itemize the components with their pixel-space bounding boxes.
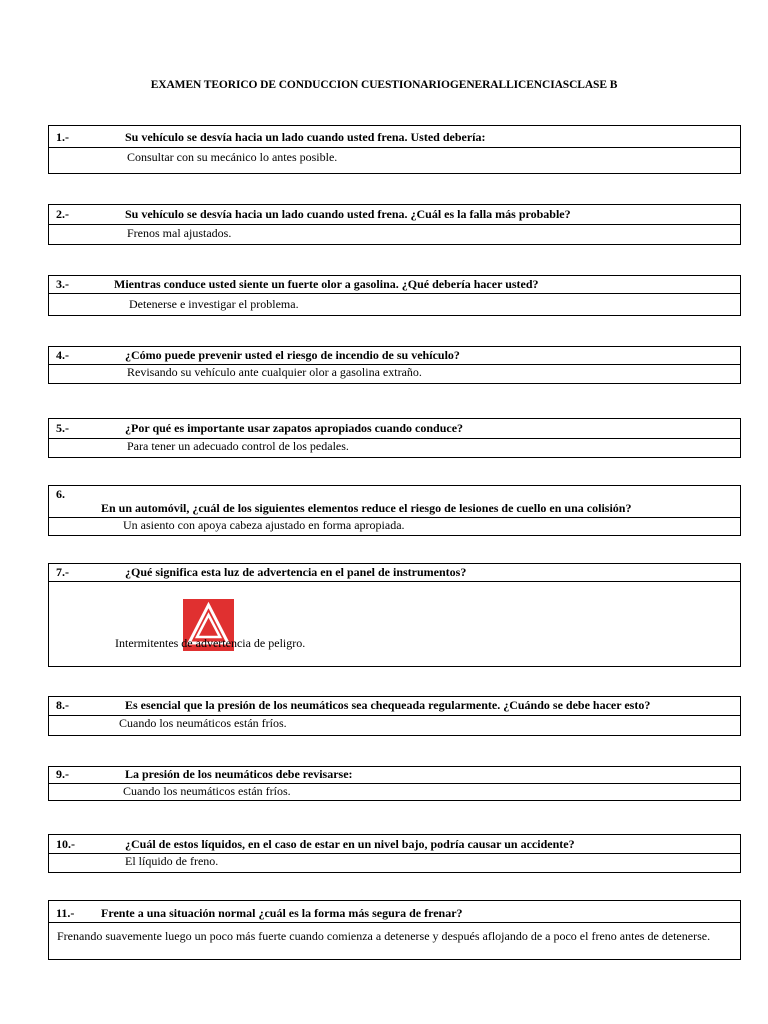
answer-row (49, 854, 740, 868)
answer-row (49, 365, 740, 379)
answer-text: Cuando los neumáticos están fríos. (119, 716, 287, 730)
question-header (49, 347, 740, 365)
question-header (49, 835, 740, 854)
question-block-8 (48, 696, 741, 736)
answer-text: El líquido de freno. (125, 854, 219, 868)
question-text: ¿Qué significa esta luz de advertencia en el panel de instrumentos? (125, 565, 467, 579)
question-header (49, 901, 740, 923)
question-header (49, 126, 740, 148)
question-block-2 (48, 204, 741, 245)
question-block-7 (48, 563, 741, 667)
answer-text: Intermitentes de advertencia de peligro. (115, 636, 306, 650)
answer-row (49, 784, 740, 798)
question-number: 2.- (56, 207, 69, 221)
question-header (49, 276, 740, 294)
question-number: 3.- (56, 277, 69, 291)
question-number: 7.- (56, 565, 69, 579)
answer-text: Frenos mal ajustados. (127, 226, 232, 240)
question-block-9 (48, 766, 741, 801)
answer-text: Frenando suavemente luego un poco más fuerte cuando comienza a detenerse y después aflojando de a poco el freno antes de detenerse. (57, 929, 711, 943)
question-text: ¿Cuál de estos líquidos, en el caso de estar en un nivel bajo, podría causar un accidente? (125, 837, 575, 851)
answer-row (49, 439, 740, 453)
question-number: 5.- (56, 421, 69, 435)
question-block-3 (48, 275, 741, 316)
question-number: 9.- (56, 767, 69, 781)
question-text: Es esencial que la presión de los neumáticos sea chequeada regularmente. ¿Cuándo se debe hacer esto? (125, 698, 651, 712)
answer-text: Un asiento con apoya cabeza ajustado en forma apropiada. (123, 518, 405, 532)
question-number: 10.- (56, 837, 75, 851)
question-number: 6. (56, 487, 65, 501)
question-header (49, 486, 740, 518)
answer-text: Para tener un adecuado control de los pedales. (127, 439, 349, 453)
page-title: EXAMEN TEORICO DE CONDUCCION CUESTIONARIOGENERALLICENCIASCLASE B (150, 79, 618, 91)
question-text: Frente a una situación normal ¿cuál es la forma más segura de frenar? (101, 906, 463, 920)
answer-text: Cuando los neumáticos están fríos. (123, 784, 291, 798)
question-block-4 (48, 346, 741, 384)
answer-row (49, 582, 740, 667)
question-text: Su vehículo se desvía hacia un lado cuando usted frena. Usted debería: (125, 130, 486, 144)
question-header (49, 697, 740, 716)
answer-text: Detenerse e investigar el problema. (129, 297, 299, 311)
question-block-10 (48, 834, 741, 873)
question-text: En un automóvil, ¿cuál de los siguientes elementos reduce el riesgo de lesiones de cuello en una colisión? (101, 501, 632, 515)
question-block-6 (48, 485, 741, 536)
question-block-5 (48, 418, 741, 458)
question-text: ¿Cómo puede prevenir usted el riesgo de incendio de su vehículo? (125, 348, 460, 362)
answer-text: Revisando su vehículo ante cualquier olor a gasolina extraño. (127, 365, 422, 379)
question-block-11 (48, 900, 741, 960)
answer-row (49, 294, 740, 311)
question-number: 11.- (56, 906, 75, 920)
question-number: 4.- (56, 348, 69, 362)
question-text: Mientras conduce usted siente un fuerte olor a gasolina. ¿Qué debería hacer usted? (114, 277, 539, 291)
question-text: ¿Por qué es importante usar zapatos apropiados cuando conduce? (125, 421, 464, 435)
answer-row (49, 225, 740, 240)
question-number: 8.- (56, 698, 69, 712)
answer-text: Consultar con su mecánico lo antes posible. (127, 150, 338, 164)
question-header (49, 767, 740, 784)
question-number: 1.- (56, 130, 69, 144)
question-header (49, 564, 740, 582)
question-block-1 (48, 125, 741, 174)
question-header (49, 205, 740, 225)
question-header (49, 419, 740, 439)
answer-row (49, 148, 740, 164)
question-text: Su vehículo se desvía hacia un lado cuando usted frena. ¿Cuál es la falla más probable? (125, 207, 571, 221)
answer-row (49, 716, 740, 730)
question-text: La presión de los neumáticos debe revisarse: (125, 767, 353, 781)
answer-row (49, 518, 740, 532)
